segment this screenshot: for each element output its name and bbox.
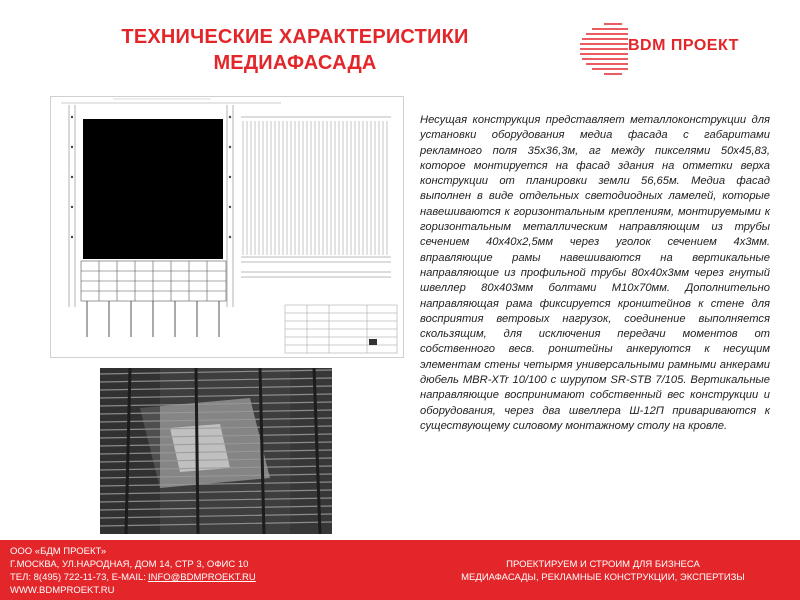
footer-slogan-line-1: ПРОЕКТИРУЕМ И СТРОИМ ДЛЯ БИЗНЕСА <box>506 559 700 570</box>
description-text: Несущая конструкция представляет металлоконструкции для установки оборудования медиа фасада с габаритами рекламного поля 35х36,3м, аг между пикселями 50х45,83, которое монтируется на фасад здания на отметки верха конструкции от планировки земли 56,65м. Медиа фасад выполнен в виде отдельных светодиодных ламелей, которые навешиваются к горизонтальным креплениям, монтируемыми к горизонтальным металлическим направляющим из трубы сечением 40х40х2,5мм через уголок сечением 4х3мм. вправляющие рамы навешиваются на вертикальные направляющие из профильной трубы 80х40х3мм через гнутый швеллер 80х403мм болтами М10х70мм. Дополнительно направляющая рама фиксируется кронштейнов к стене для восприятия ветровых нагрузок, соединение выполняется скользящим, для исключения передачи моментов от собственного весв. ронштейны анкеруются к несущим элементам стены четырмя универсальными рамными анкерами дюбель MBR-XTr 10/100 с шурупом SR-STB 7/105. Вертикальные направляющие воспринимают собственный вес конструкции и оборудования, через два швеллера Ш-12П привариваются к существующему силовому монтажному столу на кровле. <box>420 114 770 432</box>
page-title <box>60 24 530 76</box>
footer-contacts <box>10 545 256 597</box>
footer <box>0 540 800 600</box>
footer-phone: ТЕЛ: 8(495) 722-11-73, E-MAIL: <box>10 572 146 583</box>
title-line-1: ТЕХНИЧЕСКИЕ ХАРАКТЕРИСТИКИ <box>121 26 469 48</box>
footer-slogan <box>420 558 786 584</box>
footer-website: WWW.BDMPROEKT.RU <box>10 585 115 596</box>
title-line-2: МЕДИАФАСАДА <box>213 52 377 74</box>
logo-text: BDM ПРОЕКТ <box>628 37 739 54</box>
footer-company: ООО «БДМ ПРОЕКТ» <box>10 546 107 557</box>
footer-address: Г.МОСКВА, УЛ.НАРОДНАЯ, ДОМ 14, СТР 3, ОФИС 10 <box>10 559 249 570</box>
footer-phone-email <box>10 571 256 584</box>
mediafacade-photo <box>100 368 332 534</box>
technical-drawing <box>50 96 404 358</box>
footer-slogan-line-2: МЕДИАФАСАДЫ, РЕКЛАМНЫЕ КОНСТРУКЦИИ, ЭКСПЕРТИЗЫ <box>461 572 745 583</box>
footer-email-link[interactable]: INFO@BDMPROEKT.RU <box>147 572 256 583</box>
